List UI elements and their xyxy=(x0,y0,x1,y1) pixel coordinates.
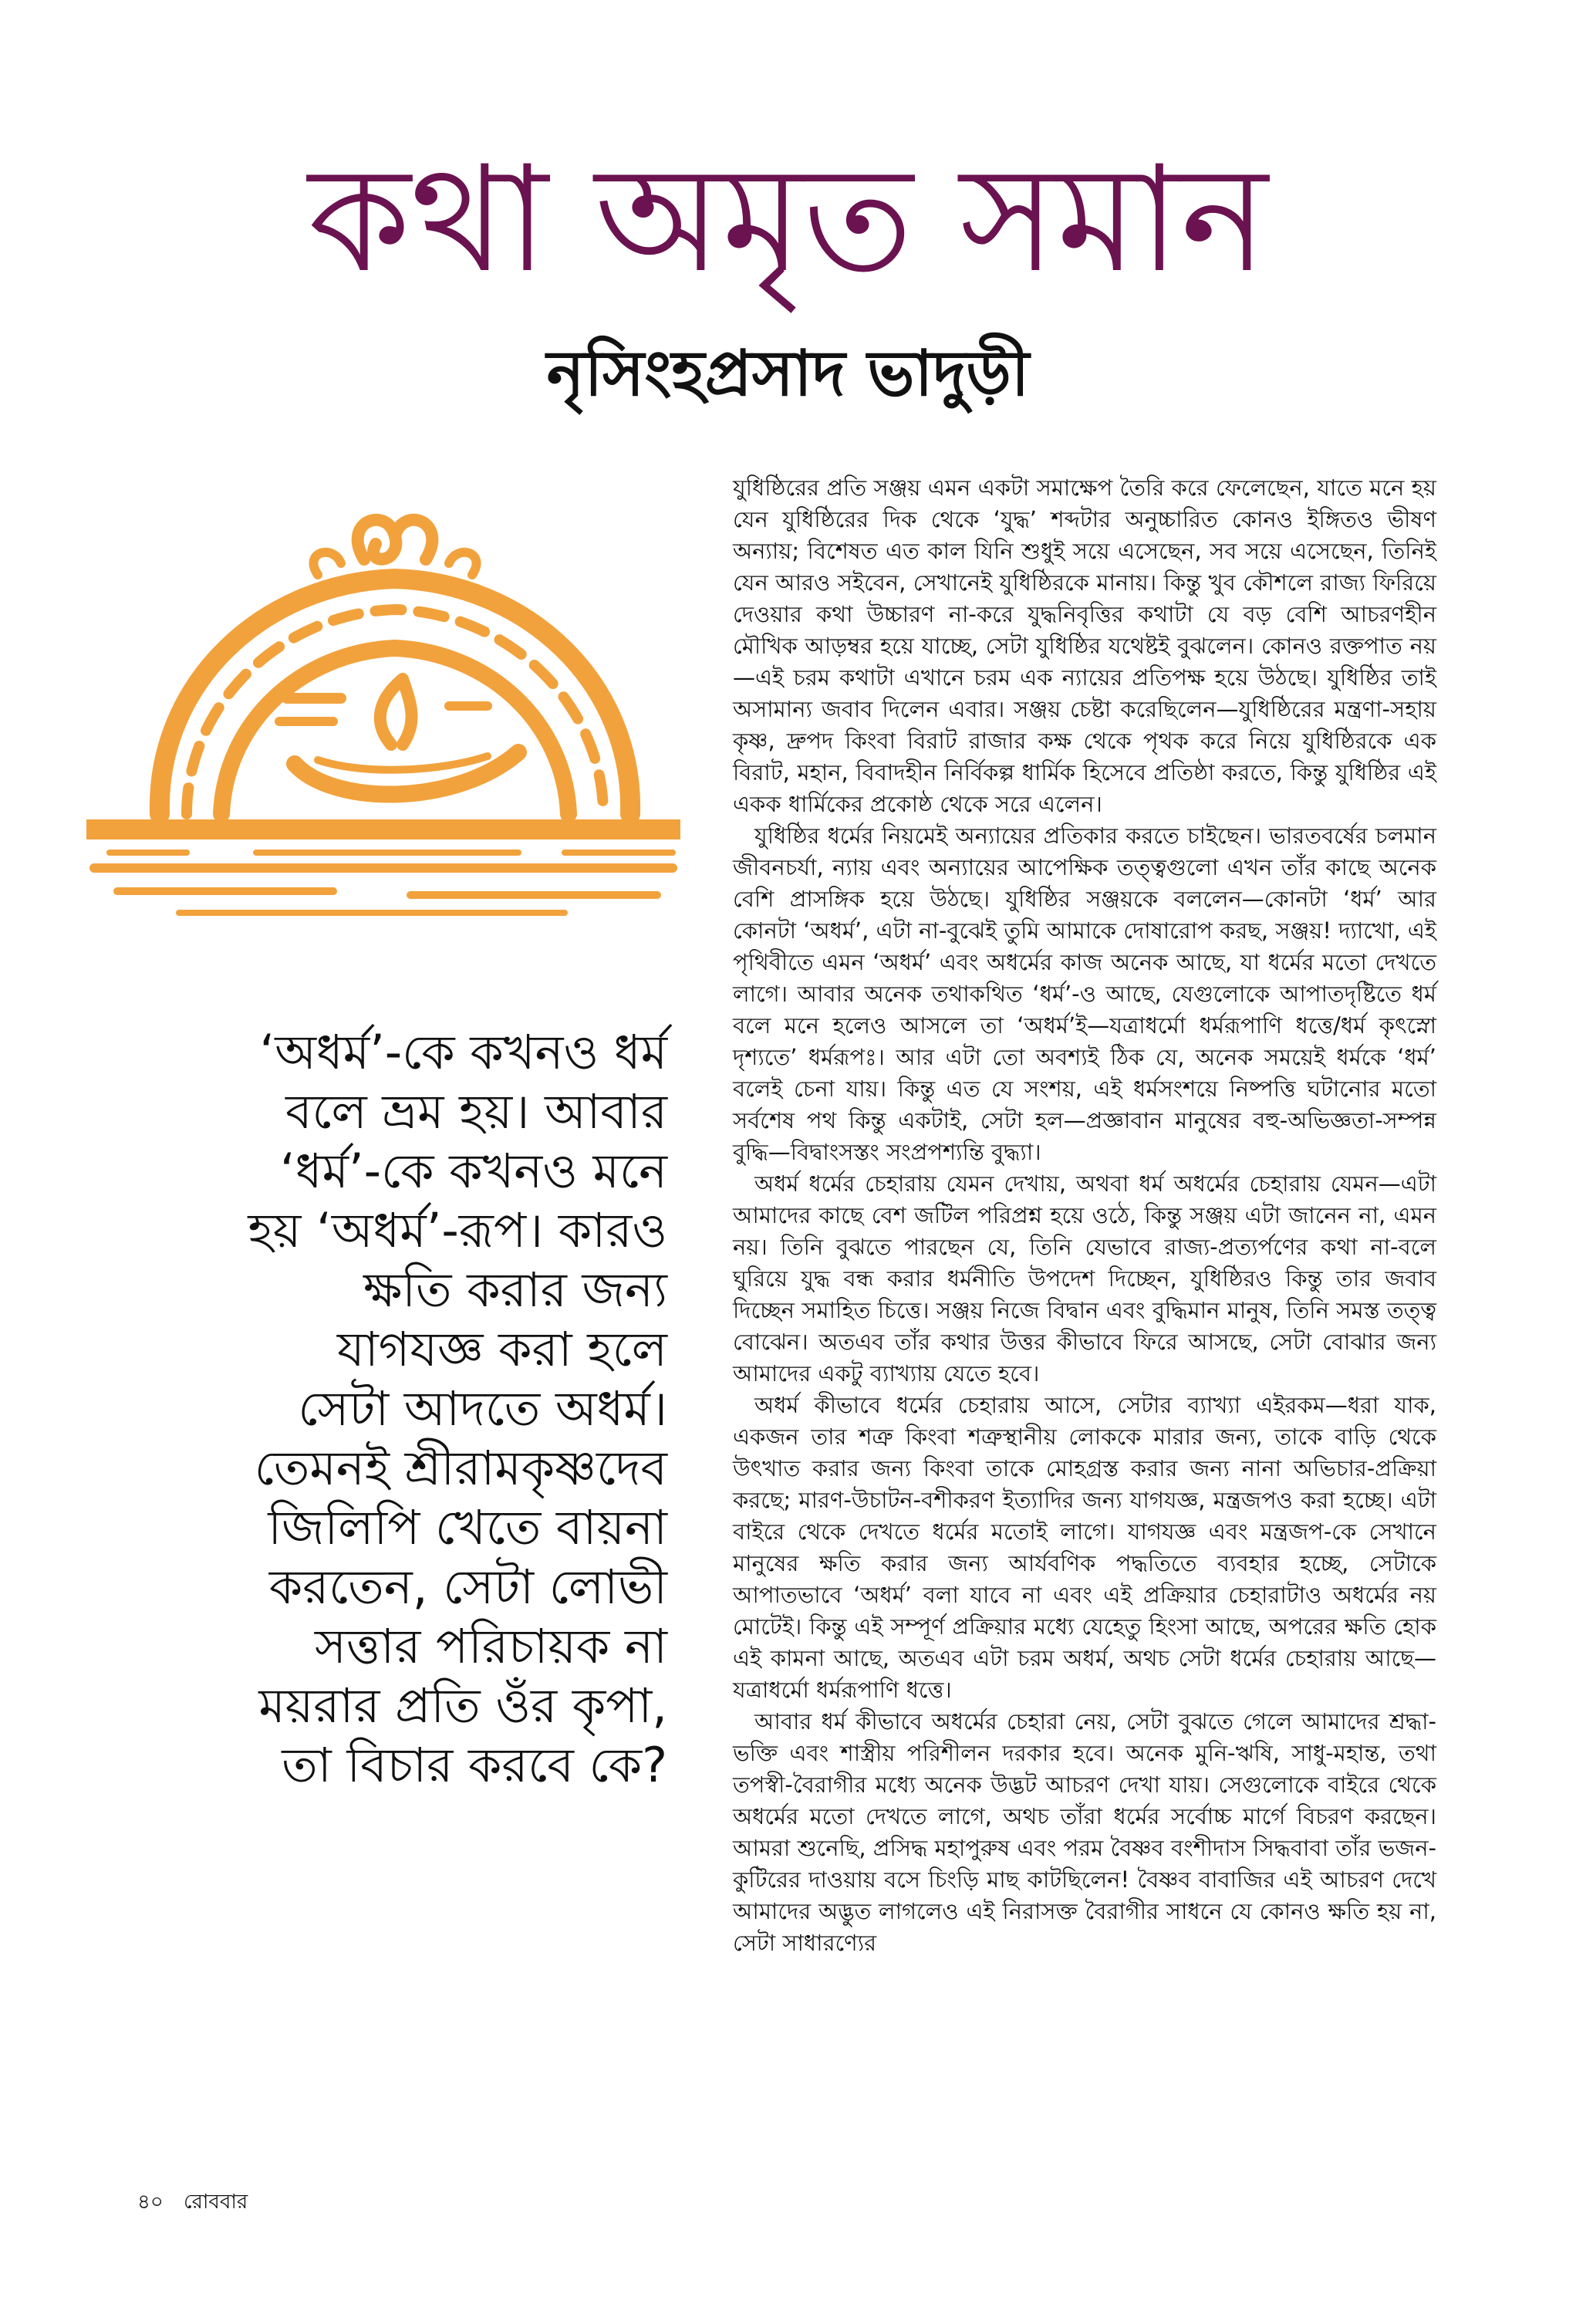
pull-quote-line: ‘ধর্ম’-কে কখনও মনে xyxy=(280,1143,667,1199)
article-body xyxy=(733,472,1436,1959)
pull-quote-line: বলে ভ্রম হয়। আবার xyxy=(285,1083,667,1140)
article-paragraph: অধর্ম ধর্মের চেহারায় যেমন দেখায়, অথবা ধর্ম অধর্মের চেহারায় যেমন—এটা আমাদের কাছে বেশ জটিল পরিপ্রশ্ন হয়ে ওঠে, কিন্তু সঞ্জয় এটা জানেন না, এমন নয়। তিনি বুঝতে পারছেন যে, তিনি যেভাবে রাজ্য-প্রত্যর্পণের কথা না-বলে ঘুরিয়ে যুদ্ধ বন্ধ করার ধর্মনীতি উপদেশ দিচ্ছেন, যুধিষ্ঠিরও কিন্তু তার জবাব দিচ্ছেন সমাহিত চিত্তে। সঞ্জয় নিজে বিদ্বান এবং বুদ্ধিমান মানুষ, তিনি সমস্ত তত্ত্ব বোঝেন। অতএব তাঁর কথার উত্তর কীভাবে ফিরে আসছে, সেটা বোঝার জন্য আমাদের একটু ব্যাখ্যায় যেতে হবে। xyxy=(733,1170,1436,1387)
page-number: ৪০ xyxy=(137,2191,164,2214)
pull-quote-line: ‘অধর্ম’-কে কখনও ধর্ম xyxy=(259,1024,667,1080)
author-name: নৃসিংহপ্রসাদ ভাদুড়ী xyxy=(546,337,1030,410)
pull-quote-line: যাগযজ্ঞ করা হলে xyxy=(337,1321,667,1377)
pull-quote-line: সেটা আদতে অধর্ম। xyxy=(298,1380,667,1437)
pull-quote-line: ক্ষতি করার জন্য xyxy=(363,1262,667,1318)
article-paragraph: যুধিষ্ঠির ধর্মের নিয়মেই অন্যায়ের প্রতিকার করতে চাইছেন। ভারতবর্ষের চলমান জীবনচর্যা, ন্যায় এবং অন্যায়ের আপেক্ষিক তত্ত্বগুলো এখন তাঁর কাছে অনেক বেশি প্রাসঙ্গিক হয়ে উঠছে। যুধিষ্ঠির সঞ্জয়কে বললেন—কোনটা ‘ধর্ম’ আর কোনটা ‘অধর্ম’, এটা না-বুঝেই তুমি আমাকে দোষারোপ করছ, সঞ্জয়! দ্যাখো, এই পৃথিবীতে এমন ‘অধর্ম’ এবং অধর্মের কাজ অনেক আছে, যা ধর্মের মতো দেখতে লাগে। আবার অনেক তথাকথিত ‘ধর্ম’-ও আছে, যেগুলোকে আপাতদৃষ্টিতে ধর্ম বলে মনে হলেও আসলে তা ‘অধর্ম’ই—যত্রাধর্মো ধর্মরূপাণি ধত্তে/ধর্ম কৃৎস্নো দৃশ্যতে’ ধর্মরূপঃ। আর এটা তো অবশ্যই ঠিক যে, অনেক সময়েই ধর্মকে ‘ধর্ম’ বলেই চেনা যায়। কিন্তু এত যে সংশয়, এই ধর্মসংশয়ে নিষ্পত্তি ঘটানোর মতো সর্বশেষ পথ কিন্তু একটাই, সেটা হল—প্রজ্ঞাবান মানুষের বহু-অভিজ্ঞতা-সম্পন্ন বুদ্ধি—বিদ্বাংসস্তং সংপ্রপশ্যন্তি বুদ্ধ্যা। xyxy=(733,823,1436,1165)
article-paragraph: আবার ধর্ম কীভাবে অধর্মের চেহারা নেয়, সেটা বুঝতে গেলে আমাদের শ্রদ্ধা-ভক্তি এবং শাস্ত্রীয় পরিশীলন দরকার হবে। অনেক মুনি-ঋষি, সাধু-মহান্ত, তথা তপস্বী-বৈরাগীর মধ্যে অনেক উদ্ভট আচরণ দেখা যায়। সেগুলোকে বাইরে থেকে অধর্মের মতো দেখতে লাগে, অথচ তাঁরা ধর্মের সর্বোচ্চ মার্গে বিচরণ করছেন। আমরা শুনেছি, প্রসিদ্ধ মহাপুরুষ এবং পরম বৈষ্ণব বংশীদাস সিদ্ধবাবা তাঁর ভজন-কুটিরের দাওয়ায় বসে চিংড়ি মাছ কাটছিলেন! বৈষ্ণব বাবাজির এই আচরণ দেখে আমাদের অদ্ভুত লাগলেও এই নিরাসক্ত বৈরাগীর সাধনে যে কোনও ক্ষতি হয় না, সেটা সাধারণ্যের xyxy=(733,1708,1436,1956)
pull-quote-line: সত্তার পরিচায়ক না xyxy=(314,1618,667,1674)
pull-quote-line: হয় ‘অধর্ম’-রূপ। কারও xyxy=(248,1202,667,1258)
magazine-name: রোববার xyxy=(184,2191,248,2214)
article-paragraph: অধর্ম কীভাবে ধর্মের চেহারায় আসে, সেটার ব্যাখ্যা এইরকম—ধরা যাক, একজন তার শত্রু কিংবা শত্রুস্থানীয় লোককে মারার জন্য, তাকে বাড়ি থেকে উৎখাত করার জন্য কিংবা তাকে মোহগ্রস্ত করার জন্য নানা অভিচার-প্রক্রিয়া করছে; মারণ-উচাটন-বশীকরণ ইত্যাদির জন্য যাগযজ্ঞ, মন্ত্রজপও করা হচ্ছে। এটা বাইরে থেকে দেখতে ধর্মের মতোই লাগে। যাগযজ্ঞ এবং মন্ত্রজপ-কে সেখানে মানুষের ক্ষতি করার জন্য আর্যবণিক পদ্ধতিতে ব্যবহার হচ্ছে, সেটাকে আপাতভাবে ‘অধর্ম’ বলা যাবে না এবং এই প্রক্রিয়ার চেহারাটাও অধর্মের নয় মোটেই। কিন্তু এই সম্পূর্ণ প্রক্রিয়ার মধ্যে যেহেতু হিংসা আছে, অপরের ক্ষতি হোক এই কামনা আছে, অতএব এটা চরম অধর্ম, অথচ সেটা ধর্মের চেহারায় আছে—যত্রাধর্মো ধর্মরূপাণি ধত্তে। xyxy=(733,1392,1436,1703)
art-strokes xyxy=(86,520,680,913)
lamp-sun-motif-icon xyxy=(86,490,680,922)
article-title: কথা অমৃত সমান xyxy=(308,134,1268,305)
pull-quote-line: জিলিপি খেতে বায়না xyxy=(268,1499,667,1556)
pull-quote-line: ময়রার প্রতি ওঁর কৃপা, xyxy=(258,1677,667,1734)
page-footer xyxy=(137,2190,248,2214)
pull-quote-line: তেমনই শ্রীরামকৃষ্ণদেব xyxy=(254,1440,667,1496)
pull-quote xyxy=(135,1022,667,1795)
article-paragraph: যুধিষ্ঠিরের প্রতি সঞ্জয় এমন একটা সমাক্ষেপ তৈরি করে ফেলেছেন, যাতে মনে হয় যেন যুধিষ্ঠিরের দিক থেকে ‘যুদ্ধ’ শব্দটার অনুচ্চারিত কোনও ইঙ্গিতও ভীষণ অন্যায়; বিশেষত এত কাল যিনি শুধুই সয়ে এসেছেন, সব সয়ে এসেছেন, তিনিই যেন আরও সইবেন, সেখানেই যুধিষ্ঠিরকে মানায়। কিন্তু খুব কৌশলে রাজ্য ফিরিয়ে দেওয়ার কথা উচ্চারণ না-করে যুদ্ধনিবৃত্তির কথাটা যে বড় বেশি আচরণহীন মৌখিক আড়ম্বর হয়ে যাচ্ছে, সেটা যুধিষ্ঠির যথেষ্টই বুঝলেন। কোনও রক্তপাত নয়—এই চরম কথাটা এখানে চরম এক ন্যায়ের প্রতিপক্ষ হয়ে উঠছে। যুধিষ্ঠির তাই অসামান্য জবাব দিলেন এবার। সঞ্জয় চেষ্টা করেছিলেন—যুধিষ্ঠিরের মন্ত্রণা-সহায় কৃষ্ণ, দ্রুপদ কিংবা বিরাট রাজার কক্ষ থেকে পৃথক করে নিয়ে যুধিষ্ঠিরকে এক বিরাট, মহান, বিবাদহীন নির্বিকল্প ধার্মিক হিসেবে প্রতিষ্ঠা করতে, কিন্তু যুধিষ্ঠির এই একক ধার্মিকের প্রকোষ্ঠ থেকে সরে এলেন। xyxy=(733,475,1436,817)
pull-quote-line: করতেন, সেটা লোভী xyxy=(268,1559,667,1615)
pull-quote-line: তা বিচার করবে কে? xyxy=(282,1737,667,1793)
